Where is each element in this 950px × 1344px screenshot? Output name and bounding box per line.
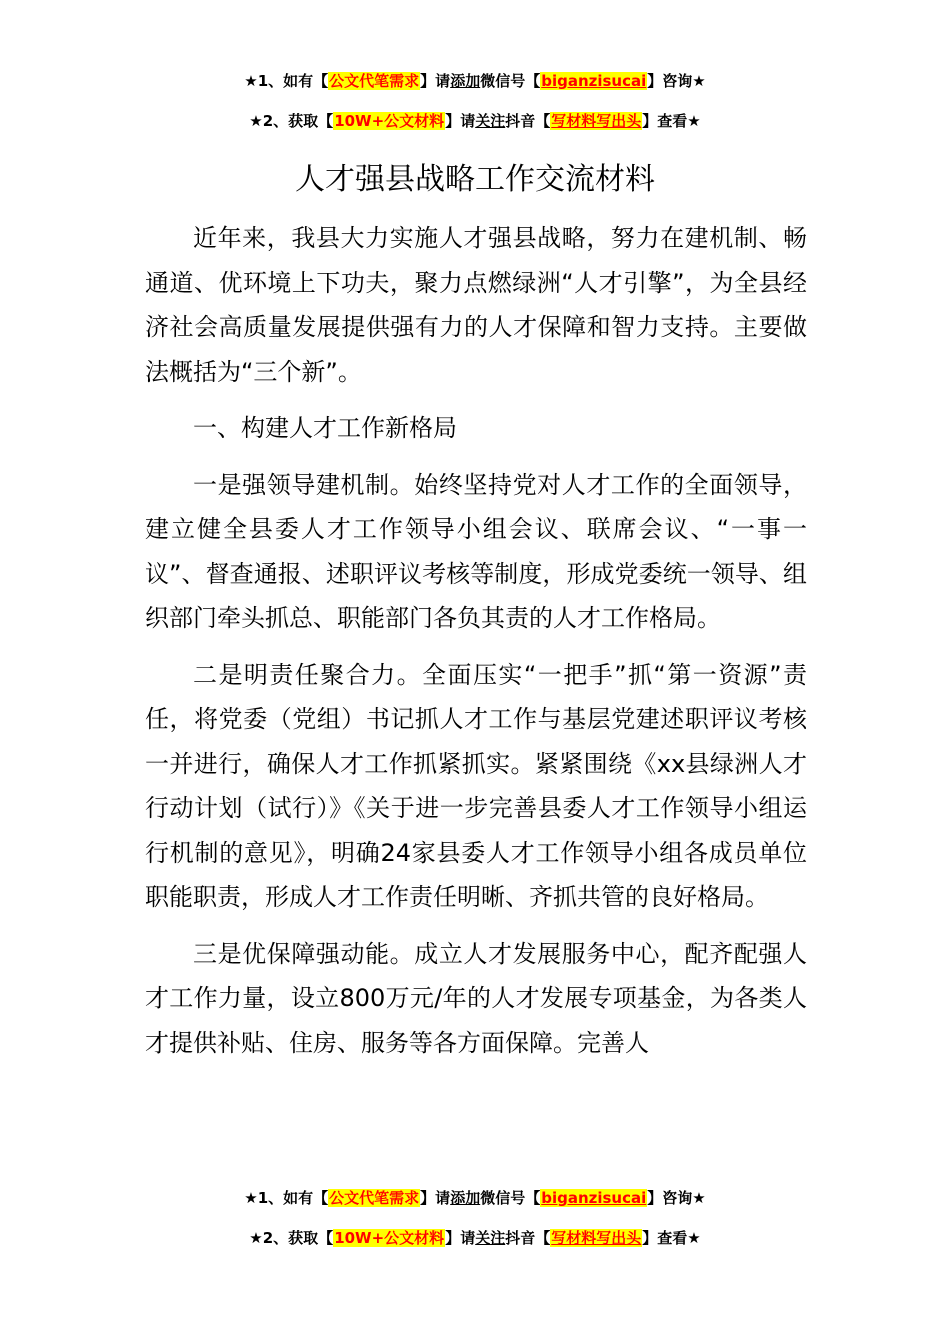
banner-text: 抖音【 <box>505 112 551 130</box>
document-body <box>145 216 807 1077</box>
promo-banner-top-line-2 <box>0 110 950 132</box>
banner-douyin-account: 写材料写出头 <box>551 1229 642 1247</box>
banner-text: 微信号【 <box>480 1189 541 1207</box>
banner-text: 】查看★ <box>642 1229 701 1247</box>
section-heading: 一、构建人才工作新格局 <box>193 414 457 442</box>
banner-wechat-id: biganzisucai <box>541 1189 647 1207</box>
body-paragraph: 一是强领导建机制。始终坚持党对人才工作的全面领导，建立健全县委人才工作领导小组会议、联席会议、“一事一议”、督查通报、述职评议考核等制度，形成党委统一领导、组织部门牵头抓总、职能部门各负其责的人才工作格局。 <box>145 470 807 632</box>
banner-underlined-text: 关注 <box>475 1229 506 1247</box>
body-paragraph: 二是明责任聚合力。全面压实“一把手”抓“第一资源”责任，将党委（党组）书记抓人才工作与基层党建述职评议考核一并进行，确保人才工作抓紧抓实。紧紧围绕《xx县绿洲人才行动计划（试行）》《关于进一步完善县委人才工作领导小组运行机制的意见》，明确24家县委人才工作领导小组各成员单位职能职责，形成人才工作责任明晰、齐抓共管的良好格局。 <box>145 660 807 911</box>
promo-banner-top-line-1 <box>0 70 950 92</box>
banner-text: 抖音【 <box>505 1229 551 1247</box>
banner-highlight: 公文代笔需求 <box>329 1189 420 1207</box>
banner-text: 微信号【 <box>480 72 541 90</box>
banner-text: 】请 <box>420 72 451 90</box>
banner-text: 】咨询★ <box>647 1189 706 1207</box>
banner-highlight: 10W+公文材料 <box>334 1229 445 1247</box>
banner-underlined-text: 关注 <box>475 112 506 130</box>
banner-highlight: 10W+公文材料 <box>334 112 445 130</box>
banner-text: 】请 <box>445 112 476 130</box>
banner-underlined-text: 添加 <box>450 72 481 90</box>
banner-text: ★2、获取【 <box>249 1229 334 1247</box>
banner-douyin-account: 写材料写出头 <box>551 112 642 130</box>
banner-text: 】请 <box>445 1229 476 1247</box>
banner-wechat-id: biganzisucai <box>541 72 647 90</box>
banner-text: ★1、如有【 <box>244 72 329 90</box>
banner-text: ★2、获取【 <box>249 112 334 130</box>
banner-text: 】查看★ <box>642 112 701 130</box>
promo-banner-bottom-line-2 <box>0 1227 950 1249</box>
banner-text: 】咨询★ <box>647 72 706 90</box>
banner-underlined-text: 添加 <box>450 1189 481 1207</box>
document-title: 人才强县战略工作交流材料 <box>295 162 655 197</box>
banner-highlight: 公文代笔需求 <box>329 72 420 90</box>
intro-paragraph: 近年来，我县大力实施人才强县战略，努力在建机制、畅通道、优环境上下功夫，聚力点燃绿洲“人才引擎”，为全县经济社会高质量发展提供强有力的人才保障和智力支持。主要做法概括为“三个新”。 <box>145 224 807 386</box>
promo-banner-bottom-line-1 <box>0 1187 950 1209</box>
banner-text: 】请 <box>420 1189 451 1207</box>
banner-text: ★1、如有【 <box>244 1189 329 1207</box>
body-paragraph: 三是优保障强动能。成立人才发展服务中心，配齐配强人才工作力量，设立800万元/年的人才发展专项基金，为各类人才提供补贴、住房、服务等各方面保障。完善人 <box>145 939 807 1057</box>
